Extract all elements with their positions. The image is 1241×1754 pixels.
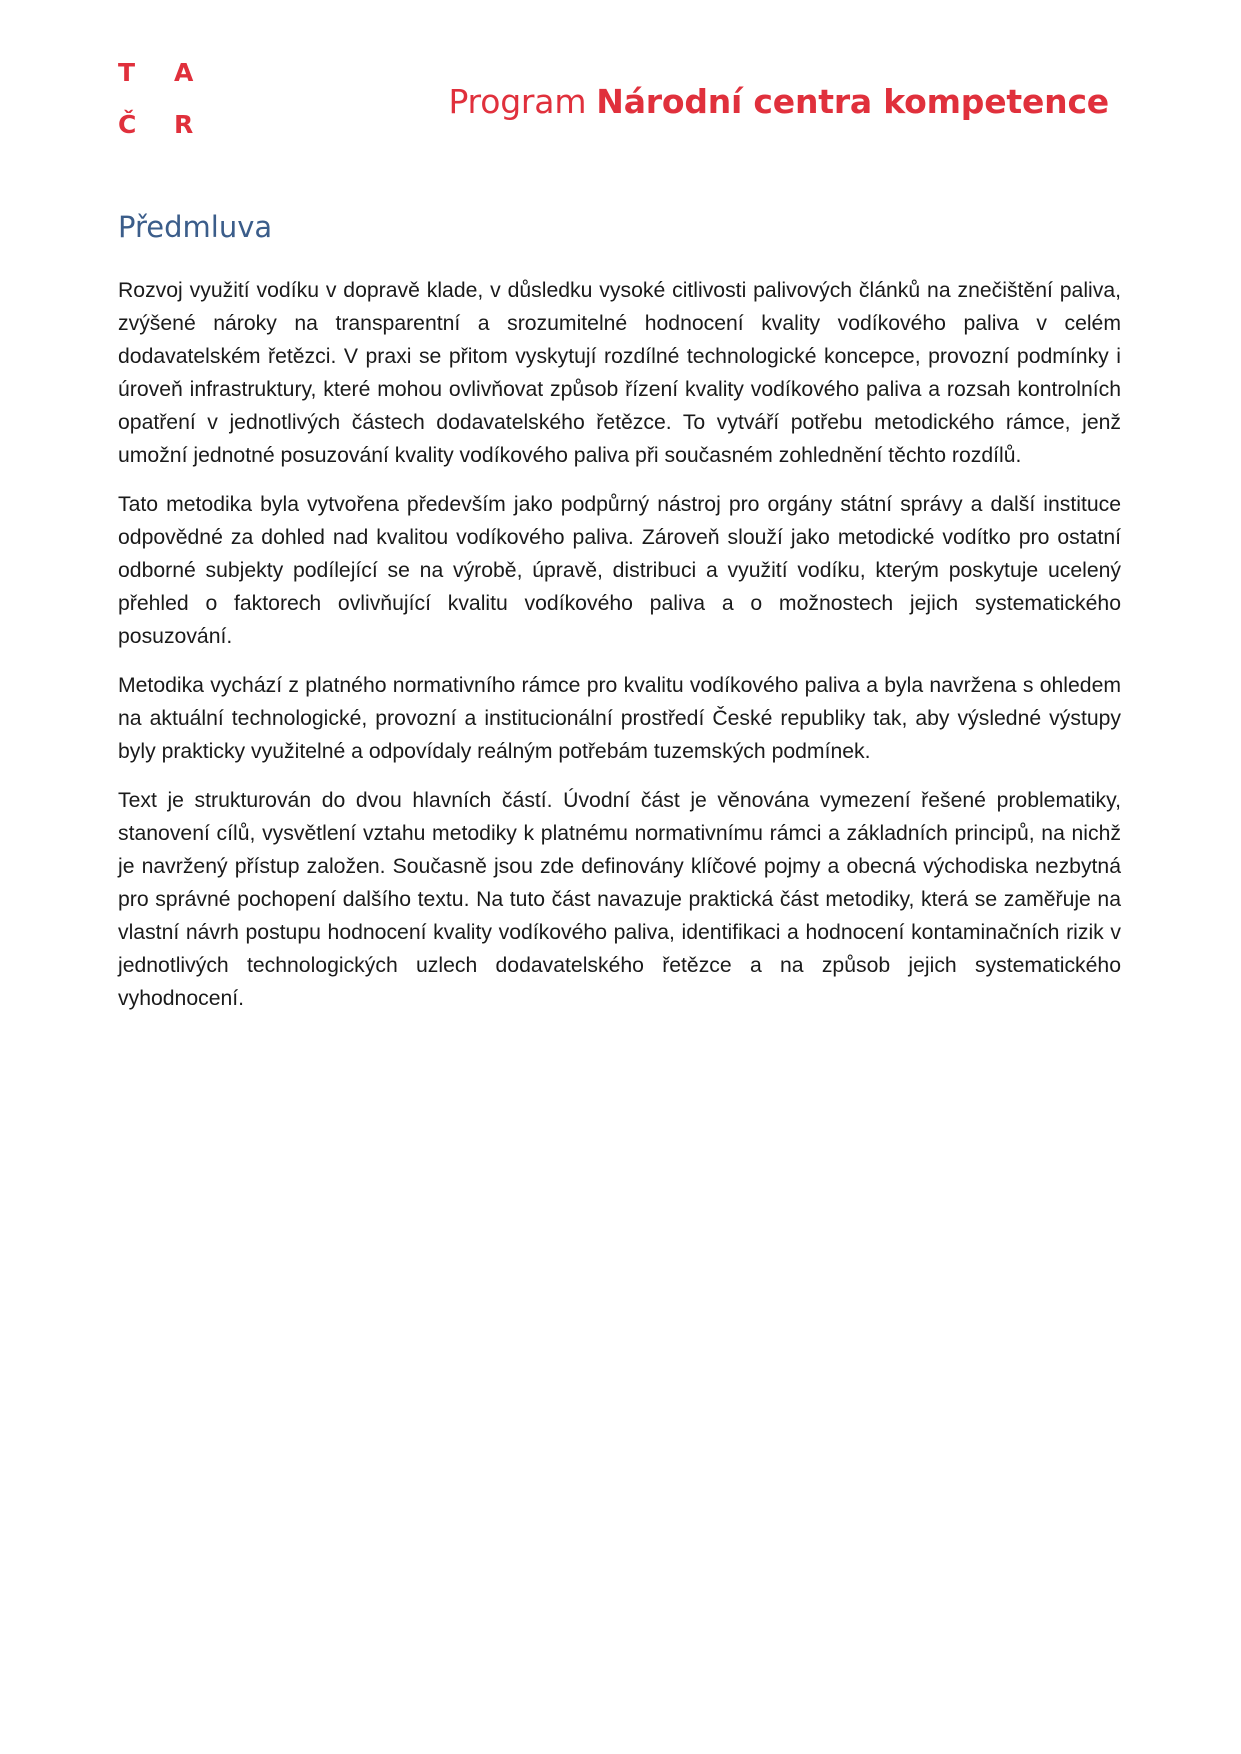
logo-letter-r: R — [174, 110, 194, 139]
body-text — [118, 274, 1121, 1031]
program-prefix: Program — [448, 82, 587, 121]
paragraph-2: Tato metodika byla vytvořena především jako podpůrný nástroj pro orgány státní správy a další instituce odpovědné za dohled nad kvalitou vodíkového paliva. Zároveň slouží jako metodické vodítko pro ostatní odborné subjekty podílející se na výrobě, úpravě, distribuci a využití vodíku, kterým poskytuje ucelený přehled o faktorech ovlivňující kvalitu vodíkového paliva a o možnostech jejich systematického posuzování. — [118, 493, 1121, 648]
paragraph-3: Metodika vychází z platného normativního rámce pro kvalitu vodíkového paliva a byla navržena s ohledem na aktuální technologické, provozní a institucionální prostředí České republiky tak, aby výsledné výstupy byly prakticky využitelné a odpovídaly reálným potřebám tuzemských podmínek. — [118, 674, 1121, 763]
tacr-logo — [118, 60, 208, 150]
logo-letter-c: Č — [118, 110, 137, 139]
program-name: Národní centra kompetence — [596, 82, 1109, 121]
logo-letter-t: T — [118, 58, 136, 87]
section-heading: Předmluva — [118, 210, 273, 244]
paragraph-1: Rozvoj využití vodíku v dopravě klade, v důsledku vysoké citlivosti palivových článků na znečištění paliva, zvýšené nároky na transparentní a srozumitelné hodnocení kvality vodíkového paliva v celém dodavatelském řetězci. V praxi se přitom vyskytují rozdílné technologické koncepce, provozní podmínky i úroveň infrastruktury, které mohou ovlivňovat způsob řízení kvality vodíkového paliva a rozsah kontrolních opatření v jednotlivých částech dodavatelského řetězce. To vytváří potřebu metodického rámce, jenž umožní jednotné posuzování kvality vodíkového paliva při současném zohlednění těchto rozdílů. — [118, 279, 1121, 467]
paragraph-4: Text je strukturován do dvou hlavních částí. Úvodní část je věnována vymezení řešené problematiky, stanovení cílů, vysvětlení vztahu metodiky k platnému normativnímu rámci a základních principů, na nichž je navržený přístup založen. Současně jsou zde definovány klíčové pojmy a obecná východiska nezbytná pro správné pochopení dalšího textu. Na tuto část navazuje praktická část metodiky, která se zaměřuje na vlastní návrh postupu hodnocení kvality vodíkového paliva, identifikaci a hodnocení kontaminačních rizik v jednotlivých technologických uzlech dodavatelského řetězce a na způsob jejich systematického vyhodnocení. — [118, 789, 1121, 1010]
logo-letter-a: A — [174, 58, 194, 87]
program-title — [448, 82, 1109, 121]
